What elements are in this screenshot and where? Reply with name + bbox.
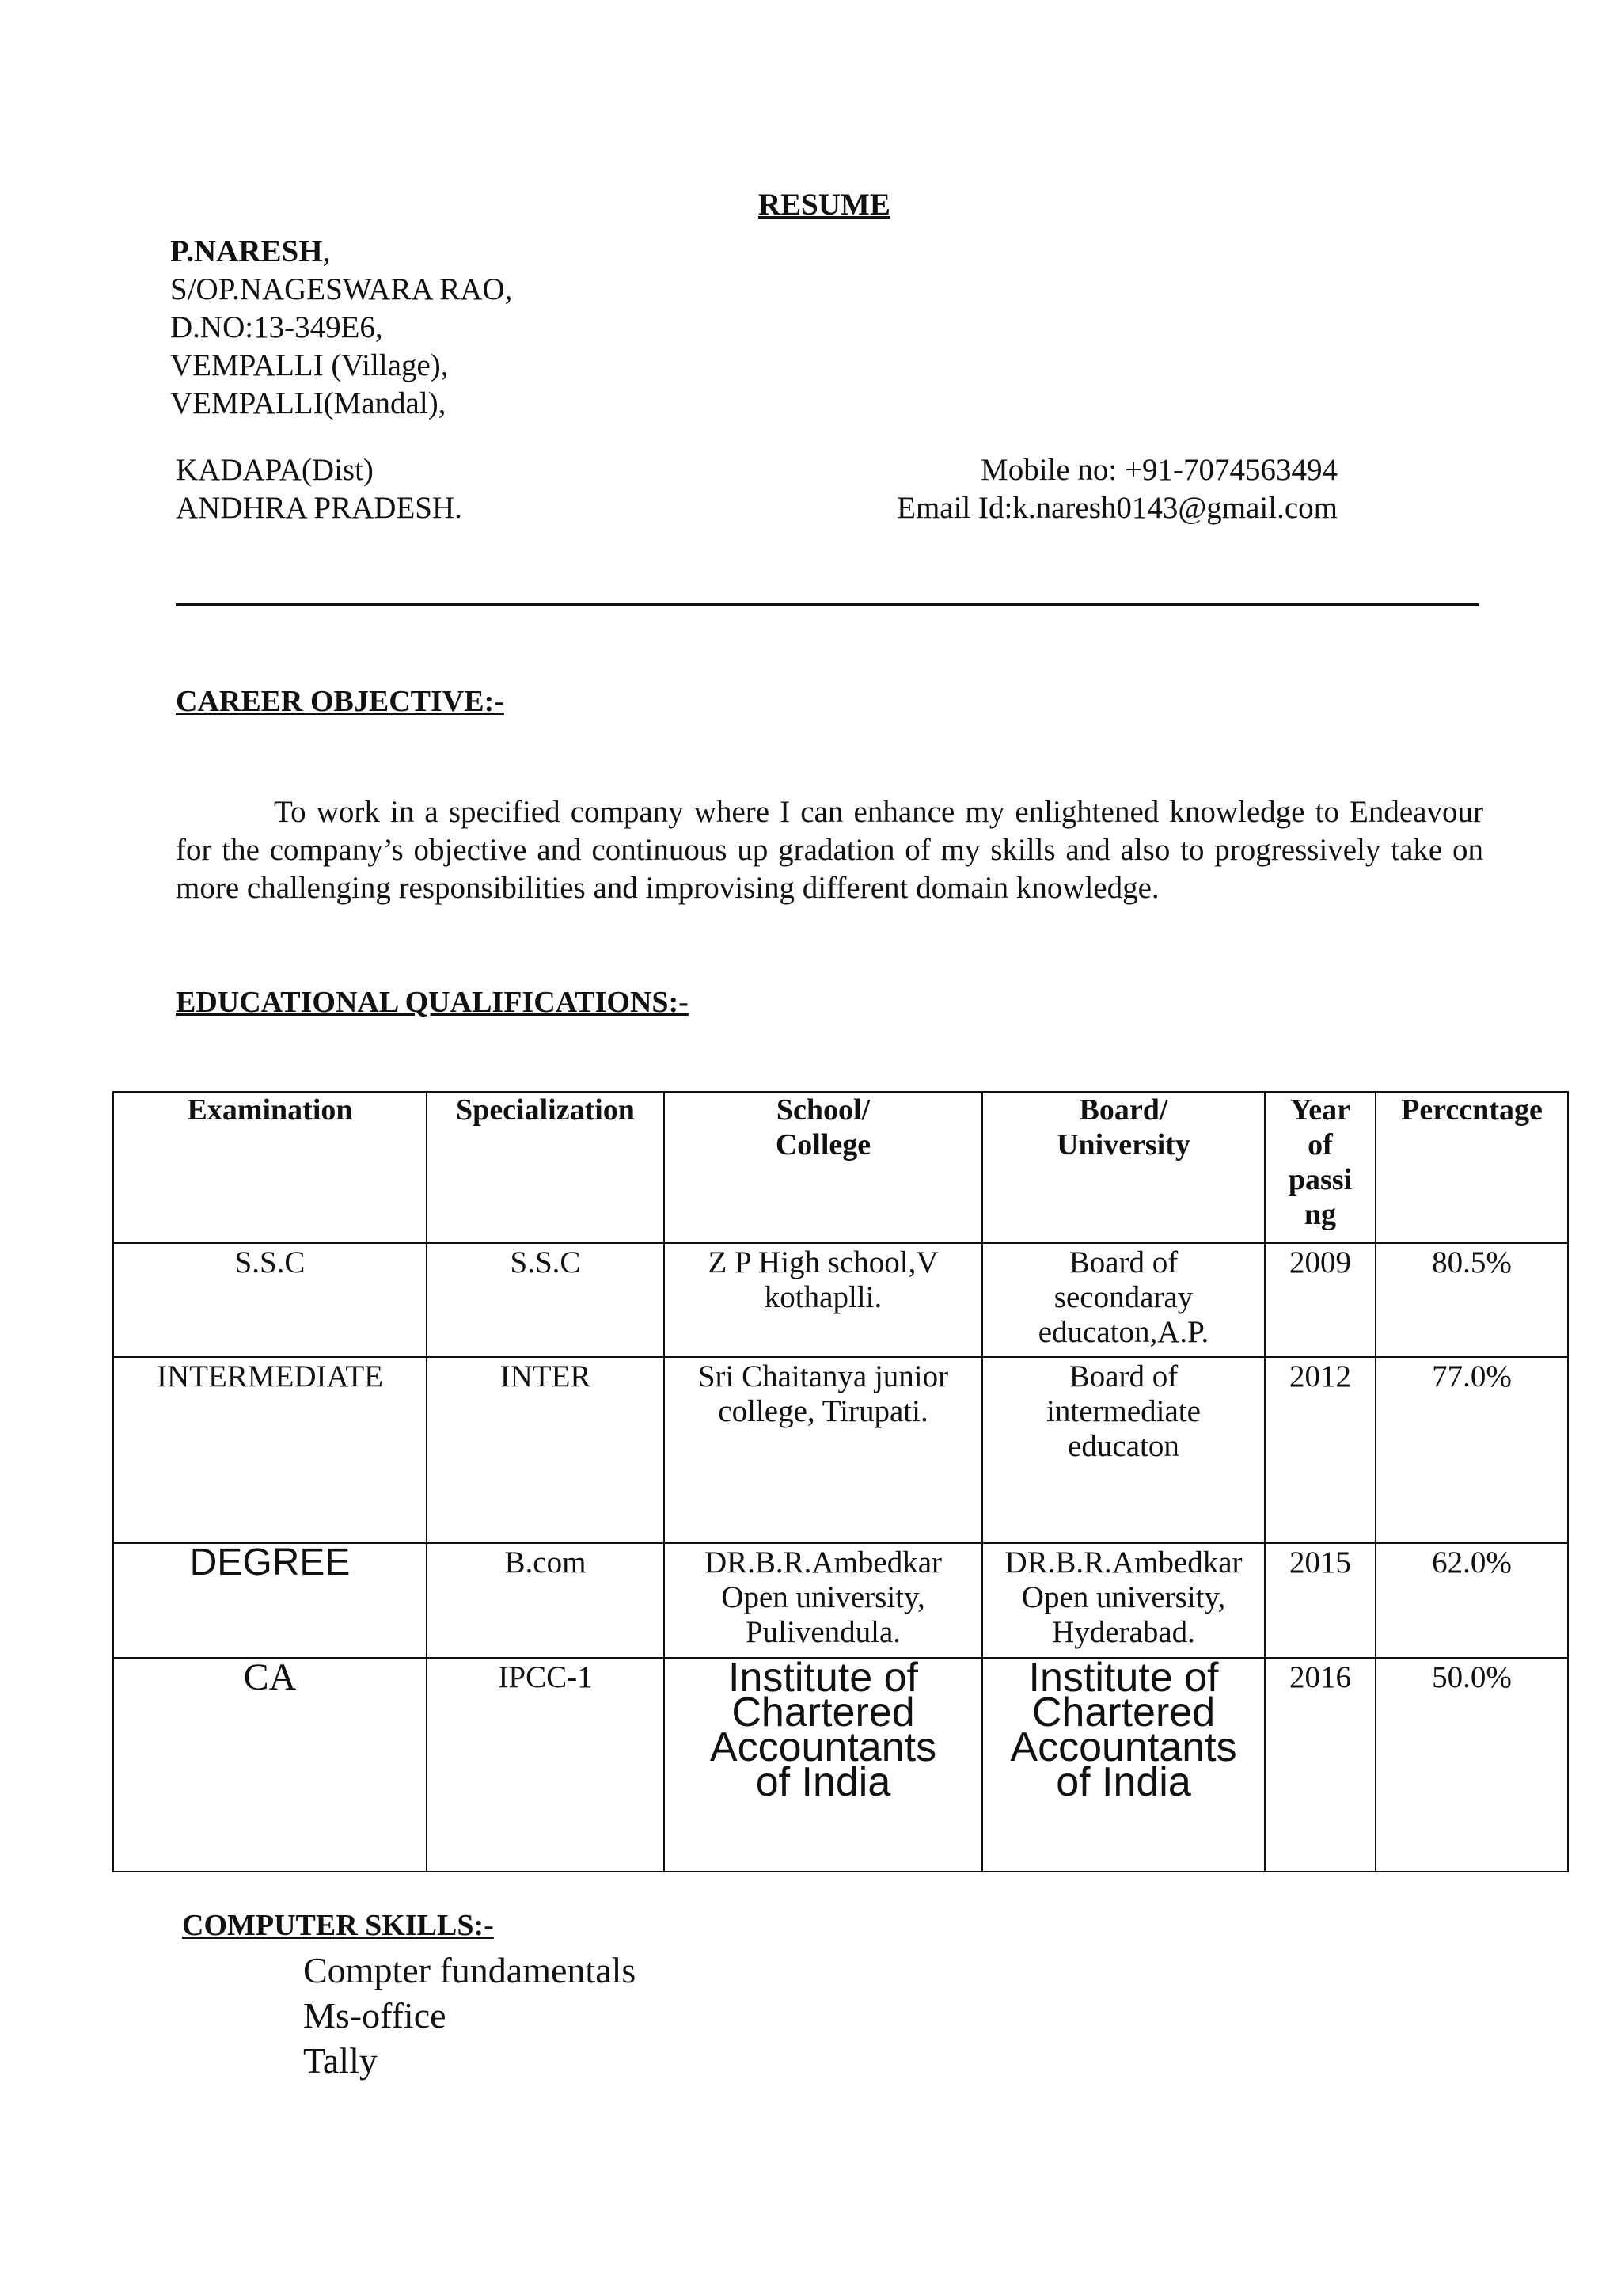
divider xyxy=(176,603,1479,606)
address-line: S/OP.NAGESWARA RAO, xyxy=(170,272,513,306)
cell-year: 2015 xyxy=(1265,1543,1376,1658)
address-line: D.NO:13-349E6, xyxy=(170,310,383,344)
cell-exam: S.S.C xyxy=(113,1243,427,1357)
cell-board: DR.B.R.Ambedkar Open university, Hyderabad. xyxy=(982,1543,1265,1658)
list-item: Tally xyxy=(303,2040,378,2081)
header-percentage: Perccntage xyxy=(1376,1092,1568,1243)
address-line: VEMPALLI (Village), xyxy=(170,348,449,382)
table-header-row xyxy=(113,1092,1568,1243)
cell-pct: 62.0% xyxy=(1376,1543,1568,1658)
cell-board: Institute of Chartered Accountants of India xyxy=(982,1658,1265,1872)
cell-exam: CA xyxy=(113,1658,427,1872)
table-row xyxy=(113,1357,1568,1543)
mobile-number: Mobile no: +91-7074563494 xyxy=(981,453,1338,487)
computer-skills-heading: COMPUTER SKILLS:- xyxy=(182,1909,494,1942)
cell-school: DR.B.R.Ambedkar Open university, Pulivendula. xyxy=(664,1543,982,1658)
email-address: Email Id:k.naresh0143@gmail.com xyxy=(897,491,1338,525)
skills-list xyxy=(303,1948,636,2083)
education-table xyxy=(112,1091,1569,1872)
cell-board: Board of intermediate educaton xyxy=(982,1357,1265,1543)
cell-year: 2016 xyxy=(1265,1658,1376,1872)
list-item: Compter fundamentals xyxy=(303,1950,636,1990)
career-objective-text: To work in a specified company where I can enhance my enlightened knowledge to Endeavour for the company’s objective and continuous up gradation of my skills and also to progressively take on more challenging responsibilities and improvising different domain knowledge. xyxy=(176,795,1483,905)
location-block xyxy=(176,451,462,527)
cell-pct: 50.0% xyxy=(1376,1658,1568,1872)
district: KADAPA(Dist) xyxy=(176,453,374,487)
cell-pct: 77.0% xyxy=(1376,1357,1568,1543)
education-heading: EDUCATIONAL QUALIFICATIONS:- xyxy=(176,986,689,1019)
table-row xyxy=(113,1543,1568,1658)
cell-school: Institute of Chartered Accountants of India xyxy=(664,1658,982,1872)
header-specialization: Specialization xyxy=(427,1092,664,1243)
cell-year: 2009 xyxy=(1265,1243,1376,1357)
cell-pct: 80.5% xyxy=(1376,1243,1568,1357)
header-year: Year of passi ng xyxy=(1265,1092,1376,1243)
cell-exam: DEGREE xyxy=(113,1543,427,1658)
cell-board: Board of secondaray educaton,A.P. xyxy=(982,1243,1265,1357)
resume-title: RESUME xyxy=(758,188,890,222)
cell-spec: B.com xyxy=(427,1543,664,1658)
cell-school: Z P High school,V kothaplli. xyxy=(664,1243,982,1357)
cell-spec: INTER xyxy=(427,1357,664,1543)
cell-exam: INTERMEDIATE xyxy=(113,1357,427,1543)
list-item: Ms-office xyxy=(303,1995,446,2036)
table-row xyxy=(113,1658,1568,1872)
candidate-name: P.NARESH, xyxy=(170,234,331,268)
cell-year: 2012 xyxy=(1265,1357,1376,1543)
cell-spec: IPCC-1 xyxy=(427,1658,664,1872)
header-examination: Examination xyxy=(113,1092,427,1243)
address-line: VEMPALLI(Mandal), xyxy=(170,386,446,420)
table-row xyxy=(113,1243,1568,1357)
state: ANDHRA PRADESH. xyxy=(176,491,462,525)
career-objective-heading: CAREER OBJECTIVE:- xyxy=(176,685,504,718)
header-school: School/ College xyxy=(664,1092,982,1243)
cell-spec: S.S.C xyxy=(427,1243,664,1357)
contact-block xyxy=(855,451,1338,527)
address-block xyxy=(170,233,512,423)
header-board: Board/ University xyxy=(982,1092,1265,1243)
cell-school: Sri Chaitanya junior college, Tirupati. xyxy=(664,1357,982,1543)
